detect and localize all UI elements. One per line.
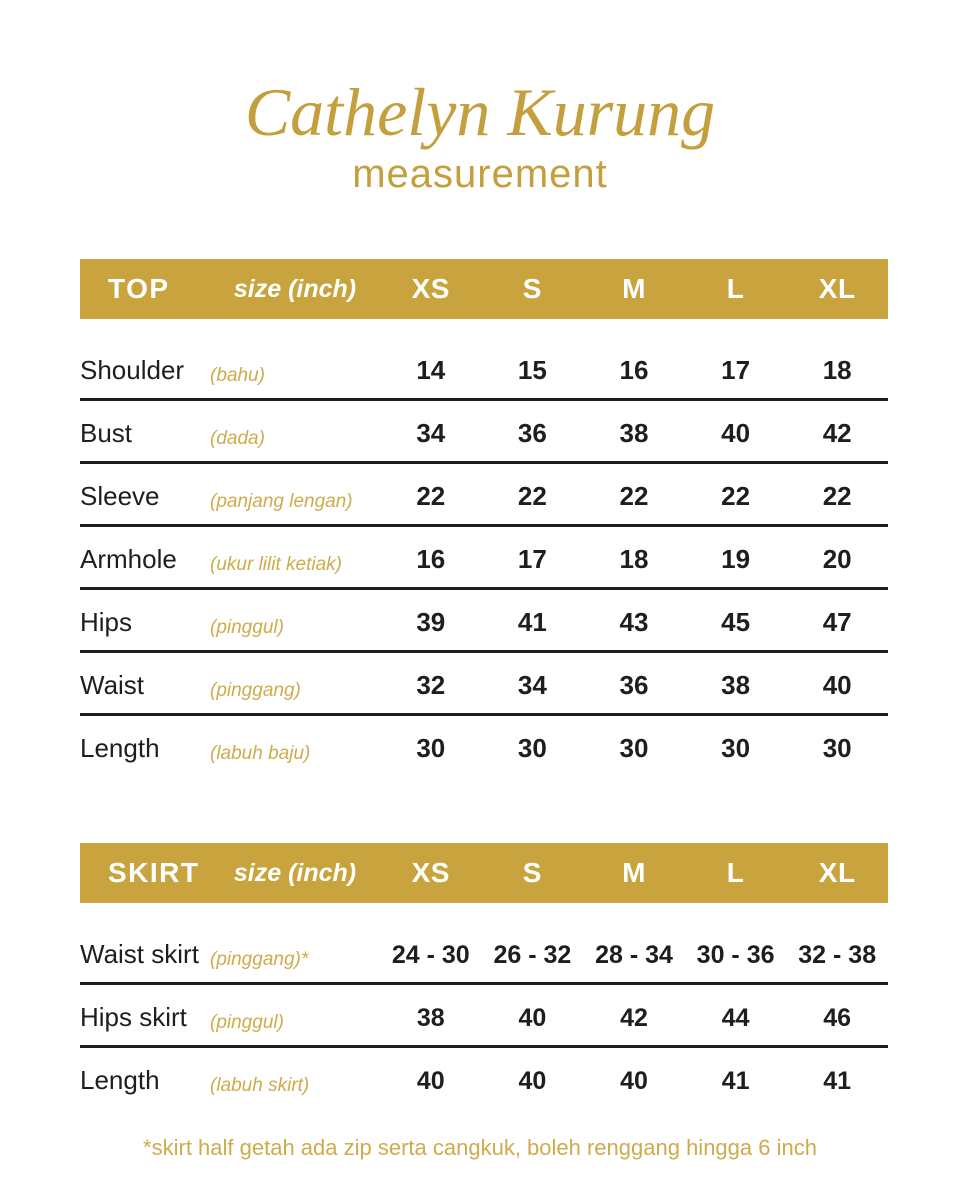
cell-value: 40: [620, 1067, 648, 1096]
table-row: [80, 527, 888, 590]
row-label-malay: (dada): [210, 428, 265, 450]
cell-value: 42: [822, 418, 852, 449]
table-row: [80, 922, 888, 985]
size-unit-label: size (inch): [233, 858, 357, 887]
cell-value: 20: [822, 544, 852, 575]
row-label-malay: (pinggul): [210, 617, 284, 639]
row-label: Waist: [80, 670, 145, 701]
table-row: [80, 401, 888, 464]
row-label-malay: (panjang lengan): [210, 491, 353, 513]
size-col-header-s: S: [522, 857, 542, 889]
skirt-footnote: *skirt half getah ada zip serta cangkuk, boleh renggang hingga 6 inch: [143, 1135, 817, 1161]
cell-value: 34: [517, 670, 547, 701]
cell-value: 36: [517, 418, 547, 449]
size-col-header-xl: XL: [818, 857, 856, 889]
size-col-header-xl: XL: [818, 273, 856, 305]
size-chart-content: [80, 259, 888, 1111]
row-label-malay: (pinggul): [210, 1012, 284, 1034]
size-col-header-xs: XS: [411, 857, 450, 889]
cell-value: 30: [517, 733, 547, 764]
top-table-rows: [80, 338, 888, 779]
row-label-malay: (pinggang)*: [210, 949, 309, 971]
table-name: TOP: [108, 273, 170, 305]
row-label: Sleeve: [80, 481, 160, 512]
cell-value: 22: [517, 481, 547, 512]
cell-value: 22: [619, 481, 649, 512]
size-col-header-l: L: [726, 857, 745, 889]
size-col-header-m: M: [622, 273, 646, 305]
cell-value: 18: [822, 355, 852, 386]
page-header: [0, 0, 960, 197]
cell-value: 16: [416, 544, 446, 575]
row-label-malay: (bahu): [210, 365, 265, 387]
cell-value: 42: [620, 1004, 648, 1033]
cell-value: 30: [822, 733, 852, 764]
table-row: [80, 590, 888, 653]
top-size-table: [80, 259, 888, 779]
cell-value: 40: [721, 418, 751, 449]
row-label: Armhole: [80, 544, 177, 575]
cell-value: 44: [721, 1004, 750, 1033]
cell-value: 39: [416, 607, 446, 638]
cell-value: 22: [822, 481, 852, 512]
cell-value: 30: [619, 733, 649, 764]
cell-value: 41: [721, 1067, 750, 1096]
page-subtitle: measurement: [352, 152, 608, 197]
cell-value: 15: [517, 355, 547, 386]
cell-value: 30: [416, 733, 446, 764]
size-unit-label: size (inch): [233, 274, 357, 303]
cell-value: 24 - 30: [391, 941, 470, 970]
cell-value: 47: [822, 607, 852, 638]
cell-value: 30: [721, 733, 751, 764]
cell-value: 14: [416, 355, 446, 386]
row-label: Waist skirt: [80, 939, 199, 970]
brand-title: Cathelyn Kurung: [244, 74, 716, 150]
cell-value: 22: [416, 481, 446, 512]
table-name: SKIRT: [108, 857, 200, 889]
table-row: [80, 464, 888, 527]
cell-value: 38: [721, 670, 751, 701]
cell-value: 34: [416, 418, 446, 449]
cell-value: 43: [619, 607, 649, 638]
row-label-malay: (labuh skirt): [210, 1075, 310, 1097]
row-label: Hips: [80, 607, 133, 638]
row-label-malay: (pinggang): [210, 680, 301, 702]
cell-value: 41: [823, 1067, 852, 1096]
skirt-table-header-bar: [80, 843, 888, 903]
size-col-header-xs: XS: [411, 273, 450, 305]
row-label: Bust: [80, 418, 133, 449]
cell-value: 45: [721, 607, 751, 638]
cell-value: 36: [619, 670, 649, 701]
cell-value: 16: [619, 355, 649, 386]
skirt-size-table: [80, 843, 888, 1111]
cell-value: 46: [823, 1004, 852, 1033]
size-col-header-m: M: [622, 857, 646, 889]
row-label-malay: (labuh baju): [210, 743, 311, 765]
cell-value: 19: [721, 544, 751, 575]
cell-value: 40: [822, 670, 852, 701]
cell-value: 38: [619, 418, 649, 449]
cell-value: 40: [416, 1067, 445, 1096]
cell-value: 17: [721, 355, 751, 386]
table-row: [80, 716, 888, 779]
table-row: [80, 1048, 888, 1111]
cell-value: 38: [416, 1004, 445, 1033]
row-label-malay: (ukur lilit ketiak): [210, 554, 342, 576]
cell-value: 28 - 34: [595, 941, 673, 970]
row-label: Shoulder: [80, 355, 185, 386]
table-row: [80, 985, 888, 1048]
cell-value: 22: [721, 481, 751, 512]
cell-value: 18: [619, 544, 649, 575]
table-row: [80, 653, 888, 716]
row-label: Length: [80, 733, 160, 764]
skirt-table-rows: [80, 922, 888, 1111]
row-label: Length: [80, 1065, 160, 1096]
top-table-header-bar: [80, 259, 888, 319]
cell-value: 40: [518, 1067, 547, 1096]
cell-value: 41: [517, 607, 547, 638]
cell-value: 30 - 36: [696, 941, 775, 970]
cell-value: 32: [416, 670, 446, 701]
cell-value: 26 - 32: [493, 941, 572, 970]
row-label: Hips skirt: [80, 1002, 187, 1033]
size-col-header-l: L: [726, 273, 745, 305]
cell-value: 40: [518, 1004, 547, 1033]
cell-value: 17: [517, 544, 547, 575]
table-row: [80, 338, 888, 401]
cell-value: 32 - 38: [798, 941, 877, 970]
size-col-header-s: S: [522, 273, 542, 305]
